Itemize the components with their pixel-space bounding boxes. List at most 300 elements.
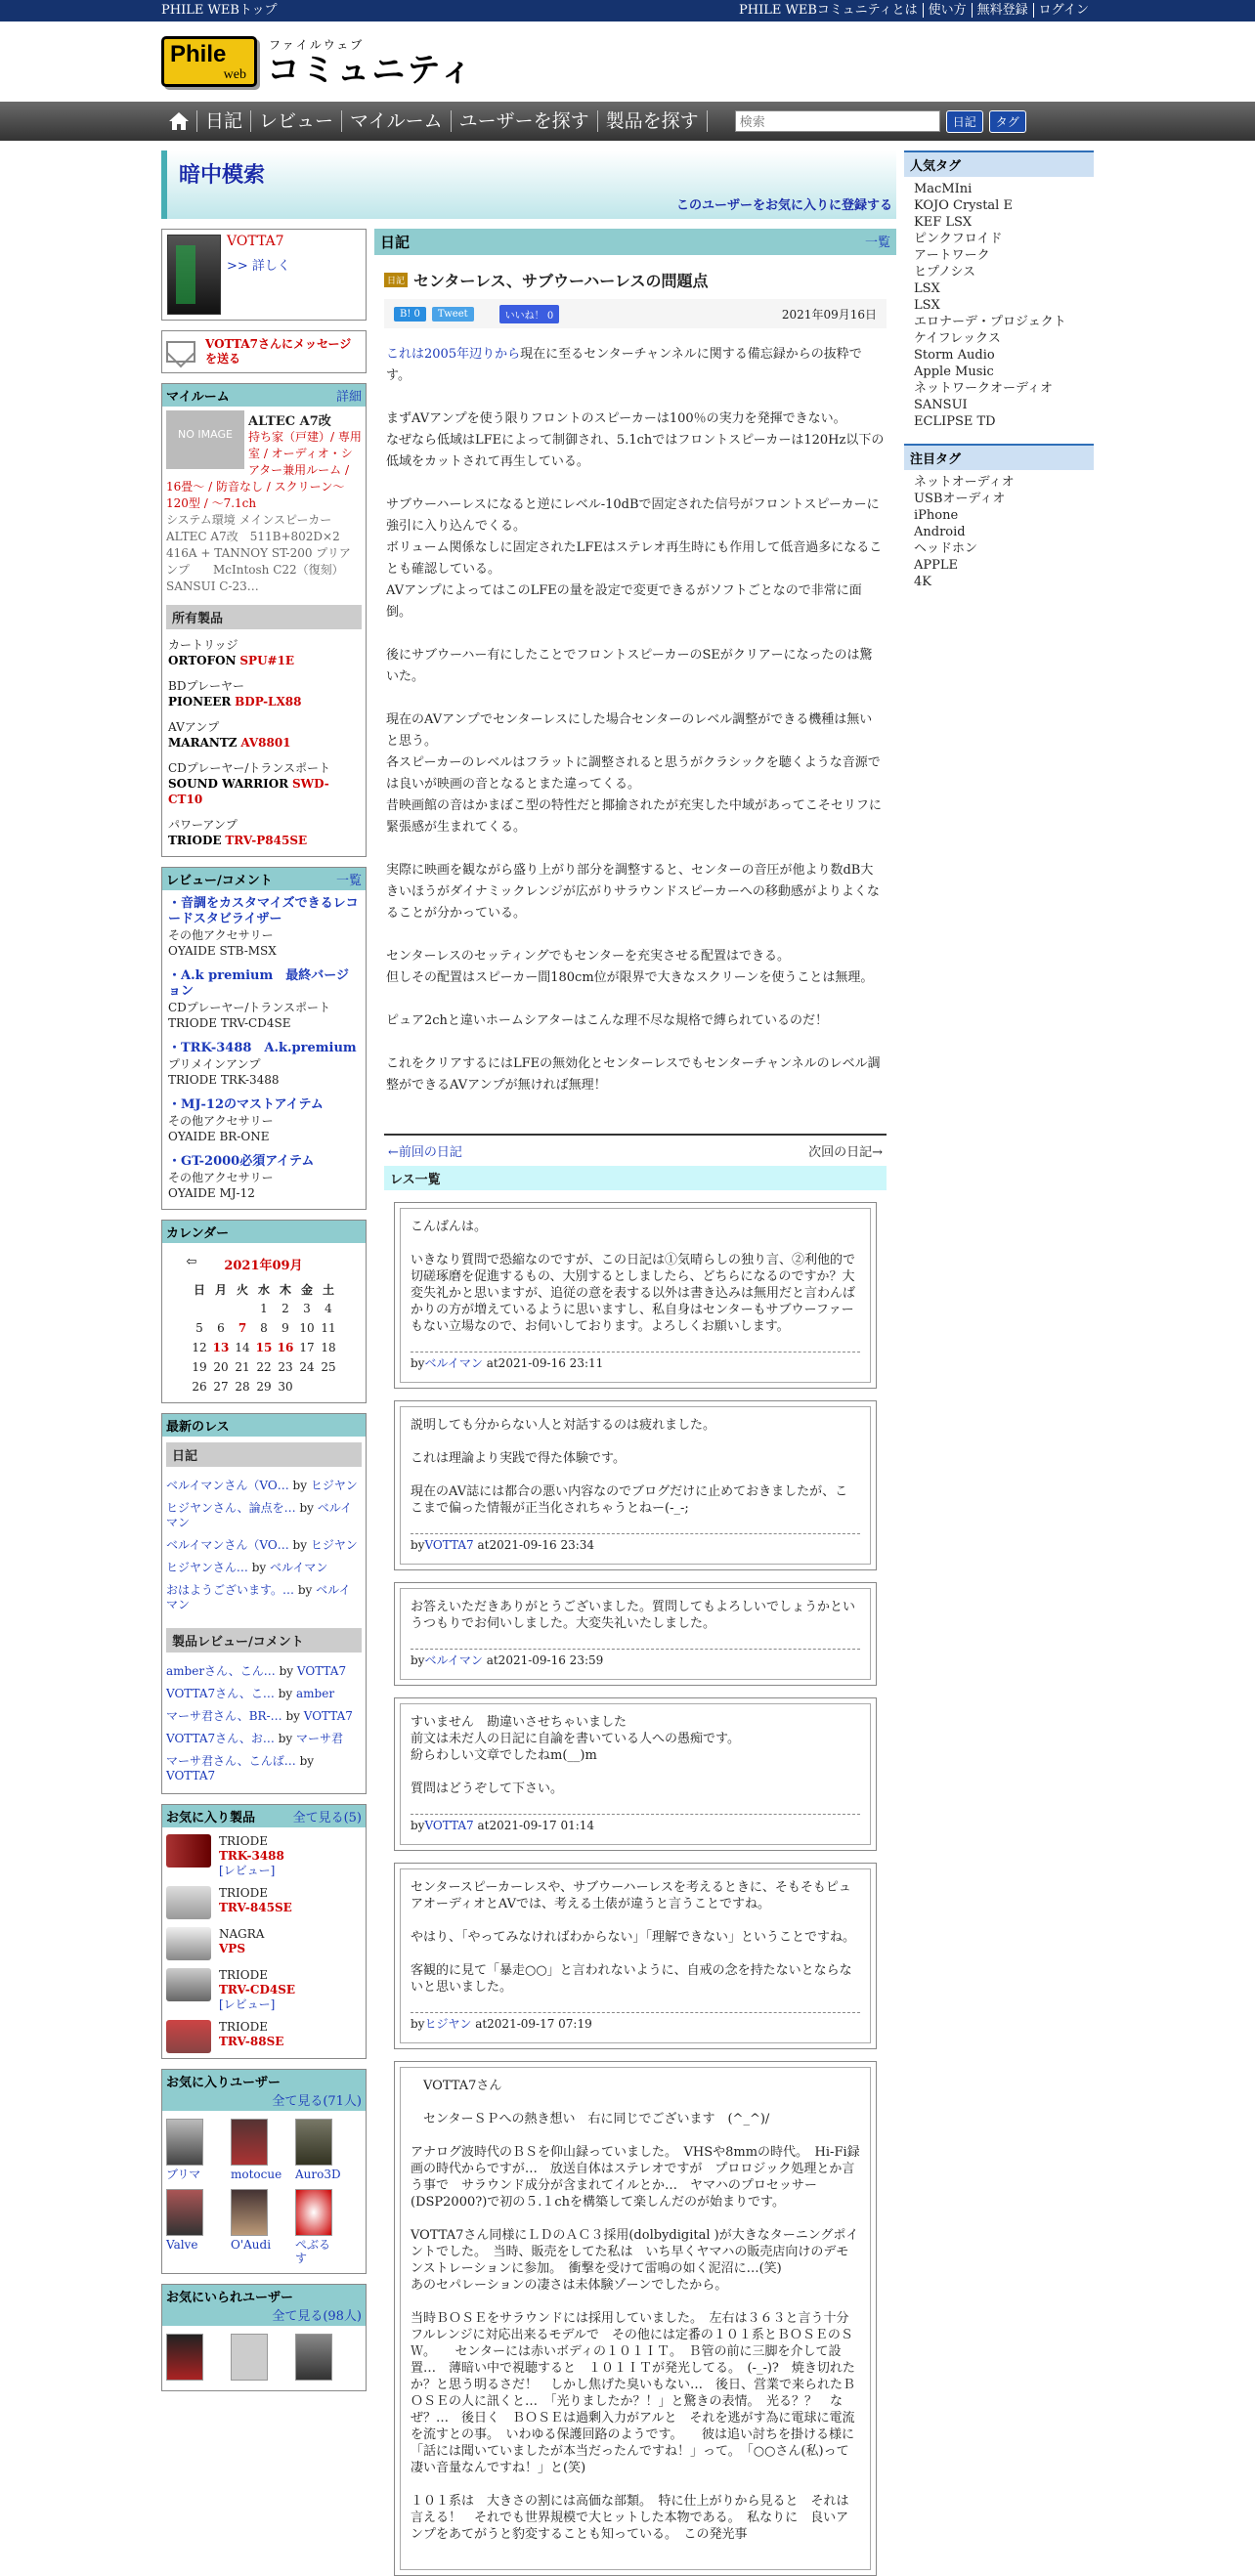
product-model[interactable]: STB-MSX <box>219 944 277 958</box>
popular-tags-heading: 人気タグ <box>904 150 1094 177</box>
calendar-day: 20 <box>213 1360 229 1374</box>
calendar-day: 26 <box>192 1380 207 1394</box>
product-model[interactable]: AV8801 <box>240 736 291 750</box>
user-avatar[interactable] <box>295 2334 332 2381</box>
product-model[interactable]: SWD-CT10 <box>168 777 329 806</box>
calendar-day: 17 <box>299 1341 315 1354</box>
owned-product[interactable] <box>162 815 366 850</box>
product-review-link[interactable]: [レビュー] <box>219 1997 276 2011</box>
logo[interactable] <box>161 21 1094 102</box>
next-diary-link[interactable]: 次回の日記→ <box>808 1145 883 1160</box>
calendar-day: 19 <box>192 1360 207 1374</box>
fav-users-heading: お気に入りユーザー <box>166 2076 281 2090</box>
product-model[interactable]: TRK-3488 <box>220 1073 280 1087</box>
comment-paragraph: 現在のAV誌には都合の悪い内容なのでブログだけに止めておきましたが、ここまで偏った情報が正当化されちゃうとねー(-_-; <box>411 1484 848 1516</box>
comment-inner <box>400 1406 871 1565</box>
comment-paragraph: すいません 勘違いさせちゃいました 前文は未だ人の日記に自論を書いている人への愚痴です。 紛らわしい文章でしたねm(__)m <box>411 1715 740 1763</box>
latest-res-by: by <box>279 1664 294 1678</box>
product-maker[interactable]: OYAIDE <box>168 1186 216 1200</box>
fav-product-text <box>219 2020 283 2049</box>
latest-res-user[interactable]: ベルイマン <box>270 1561 328 1574</box>
tag-link[interactable]: LSX <box>914 298 940 313</box>
myroom-title: ALTEC A7改 <box>248 414 331 429</box>
comment <box>394 1697 877 1851</box>
comment-by: by <box>411 1538 425 1552</box>
product-model[interactable]: BR-ONE <box>219 1130 270 1143</box>
latest-res-item[interactable] <box>166 1561 362 1575</box>
product-thumbnail[interactable] <box>166 1968 211 2001</box>
fav-product-item[interactable] <box>162 1924 366 1963</box>
diary-list-link[interactable]: 一覧 <box>864 236 890 250</box>
phile-web-logo: Phile web <box>161 36 257 87</box>
fav-user[interactable] <box>166 2119 209 2181</box>
calendar-day: 27 <box>213 1380 229 1394</box>
calendar-day: 24 <box>299 1360 315 1374</box>
latest-res-link[interactable]: ベルイマンさん（VO… <box>166 1479 289 1492</box>
product-model[interactable]: VPS <box>219 1942 245 1955</box>
product-model[interactable]: TRV-845SE <box>219 1901 292 1914</box>
review-item <box>162 966 366 1033</box>
fav-user[interactable] <box>231 2189 274 2265</box>
latest-res-user[interactable]: VOTTA7 <box>303 1709 353 1723</box>
product-model[interactable]: TRK-3488 <box>219 1849 284 1863</box>
like-button[interactable]: いいね！ 0 <box>499 305 560 323</box>
diary-date: 2021年09月16日 <box>781 307 877 322</box>
comment <box>394 1863 877 2049</box>
calendar-day: 12 <box>192 1341 207 1354</box>
calendar-day: 21 <box>235 1360 250 1374</box>
comment-inner <box>400 1868 871 2043</box>
latest-res-item[interactable] <box>166 1501 362 1530</box>
latest-res-by: by <box>297 1583 313 1597</box>
product-category: AVアンプ <box>168 720 220 734</box>
latest-res-link[interactable]: おはようございます。… <box>166 1583 295 1597</box>
product-maker[interactable]: TRIODE <box>168 1016 217 1030</box>
calendar-day: 28 <box>235 1380 250 1394</box>
page-header <box>161 150 896 219</box>
diary-badge: 日記 <box>384 273 408 287</box>
comment-by: by <box>411 1819 425 1832</box>
favored-by-all-link[interactable]: 全て見る(98人) <box>272 2309 362 2324</box>
diary-heading: 日記 <box>380 234 411 251</box>
fav-product-item[interactable] <box>162 1965 366 2015</box>
calendar-heading: カレンダー <box>166 1226 230 1241</box>
latest-res-item[interactable] <box>166 1479 362 1493</box>
favored-by-box <box>161 2284 367 2391</box>
philweb-top-link[interactable]: PHILE WEBトップ <box>161 3 278 18</box>
diary-paragraph: 実際に映画を観ながら盛り上がり部分を調整すると、センターの音圧が他より数dB大きいほうがダイナミックレンジが広がりサラウンドスピーカーへの移動感がよりよくなることが分かっている。 <box>386 863 880 921</box>
latest-res-user[interactable]: ベルイマン <box>166 1501 353 1529</box>
comment-author[interactable]: VOTTA7 <box>424 1538 474 1552</box>
comment-inner <box>400 1588 871 1680</box>
review-title[interactable]: ・MJ-12のマストアイテム <box>168 1097 324 1112</box>
owned-product[interactable] <box>162 635 366 670</box>
comment-time: at2021-09-16 23:34 <box>477 1538 595 1552</box>
comment <box>394 1400 877 1570</box>
review-category: その他アクセサリー <box>168 1114 274 1128</box>
logo-small-text: ファイルウェブ <box>269 37 365 52</box>
tag-link[interactable]: ネットワークオーディオ <box>914 381 1053 396</box>
user-avatar[interactable] <box>295 2189 332 2236</box>
latest-res-by: by <box>251 1561 267 1574</box>
review-item <box>162 1039 366 1090</box>
calendar-day: 25 <box>321 1360 336 1374</box>
latest-res-item[interactable] <box>166 1709 362 1724</box>
user-name[interactable]: motocue <box>231 2168 282 2181</box>
calendar-day[interactable]: 15 <box>255 1341 273 1354</box>
search-diary-button[interactable]: 日記 <box>946 110 983 133</box>
calendar-day[interactable]: 13 <box>212 1341 230 1354</box>
diary-inline-link[interactable]: これは2005年辺りから <box>386 347 521 362</box>
calendar-day <box>232 1299 253 1318</box>
comment-byline <box>411 1533 860 1554</box>
calendar-day <box>318 1377 339 1396</box>
favored-by-heading: お気にいられユーザー <box>166 2291 294 2305</box>
tag-link[interactable]: ヘッドホン <box>914 541 978 556</box>
calendar-day[interactable]: 7 <box>238 1321 247 1335</box>
latest-res-by: by <box>278 1732 293 1745</box>
tag-link[interactable]: ネットオーディオ <box>914 475 1015 490</box>
latest-res-item[interactable] <box>166 1687 362 1701</box>
comment-byline <box>411 2012 860 2033</box>
latest-res-link[interactable]: ベルイマンさん（VO… <box>166 1538 289 1552</box>
user-avatar[interactable] <box>166 2119 203 2166</box>
tag-link[interactable]: iPhone <box>914 508 959 523</box>
nav-review[interactable]: レビュー <box>250 110 341 132</box>
envelope-icon <box>166 341 195 363</box>
tag-link[interactable]: Apple Music <box>914 365 994 379</box>
latest-diary-heading: 日記 <box>166 1442 362 1467</box>
product-maker[interactable]: SOUND WARRIOR <box>168 777 289 791</box>
tag-link[interactable]: ECLIPSE TD <box>914 414 996 429</box>
owned-product[interactable] <box>162 717 366 752</box>
calendar-day[interactable]: 16 <box>277 1341 294 1354</box>
latest-res-link[interactable]: マーサ君さん、BR-… <box>166 1709 282 1723</box>
calendar-day: 29 <box>256 1380 272 1394</box>
owned-product[interactable] <box>162 676 366 711</box>
user-avatar[interactable] <box>166 2334 203 2381</box>
latest-res-link[interactable]: ヒジヤンさん、論点を… <box>166 1501 296 1515</box>
latest-res-user[interactable]: VOTTA7 <box>166 1769 216 1782</box>
latest-review-heading: 製品レビュー/コメント <box>166 1628 362 1653</box>
top-bar <box>0 0 1255 21</box>
product-thumbnail[interactable] <box>166 2020 211 2053</box>
comment-paragraph: VOTTA7さん <box>411 2079 502 2093</box>
comment-paragraph: これは理論より実践で得た体験です。 <box>411 1451 626 1466</box>
res-list-heading: レス一覧 <box>384 1166 887 1190</box>
tag-link[interactable]: APPLE <box>914 558 959 573</box>
fav-product-text <box>219 1927 264 1956</box>
latest-res-heading: 最新のレス <box>166 1420 230 1435</box>
comment-byline <box>411 1814 860 1834</box>
tag-link[interactable]: USBオーディオ <box>914 492 1006 506</box>
review-title[interactable]: ・音調をカスタマイズできるレコードスタビライザー <box>168 896 359 926</box>
tag-link[interactable]: ヒプノシス <box>914 265 976 279</box>
profile-detail-link[interactable]: >> 詳しく <box>227 259 290 274</box>
comment-paragraph: VOTTA7さん同様にＬＤのＡＣ３採用(dolbydigital )が大きなターニングポイントでした。 当時、販売をしてた私は いち早くヤマハの販売店向けのデモンストレーションに参加。 衝撃を受けて雷鳴の如く泥沼に…(笑) あのセパレーションの凄さは未体験ゾーンでしたから。 <box>411 2228 859 2293</box>
hatena-bookmark-button[interactable]: B! 0 <box>394 307 426 322</box>
reviews-list-link[interactable]: 一覧 <box>335 874 362 888</box>
fav-product-item[interactable] <box>162 1883 366 1922</box>
calendar-day: 8 <box>260 1321 268 1335</box>
diary-paragraph: まずAVアンプを使う限りフロントのスピーカーは100％の実力を発揮できない。 なぜなら低域はLFEによって制御され、5.1chではフロントスピーカーは120Hz以下の低域をカットされて再生している。 <box>386 411 885 469</box>
latest-res-by: by <box>299 1754 315 1768</box>
latest-res-by: by <box>278 1687 293 1700</box>
fav-users-all-link[interactable]: 全て見る(71人) <box>272 2094 362 2109</box>
tag-link[interactable]: KOJO Crystal E <box>914 198 1013 213</box>
diary-paragraph: センターレスのセッティングでもセンターを充実させる配置はできる。 但しその配置はスピーカー間180cm位が限界で大きなスクリーンを使うことは無理。 <box>386 949 874 985</box>
tag-link[interactable]: SANSUI <box>914 398 968 412</box>
myroom-detail-link[interactable]: 詳細 <box>335 390 362 405</box>
product-thumbnail[interactable] <box>166 1927 211 1960</box>
send-message-box[interactable] <box>161 330 367 373</box>
product-line <box>168 833 360 848</box>
comment-author[interactable]: VOTTA7 <box>424 1819 474 1832</box>
review-category: その他アクセサリー <box>168 928 274 942</box>
product-model[interactable]: TRV-CD4SE <box>220 1016 291 1030</box>
login-link[interactable]: ログイン <box>1033 3 1094 18</box>
fav-product-item[interactable] <box>162 1831 366 1881</box>
user-avatar[interactable] <box>231 2334 268 2381</box>
latest-res-item[interactable] <box>166 1732 362 1746</box>
review-product <box>168 1072 360 1088</box>
calendar-day: 9 <box>281 1321 289 1335</box>
product-model[interactable]: TRV-P845SE <box>225 834 308 847</box>
tag-link[interactable]: アートワーク <box>914 248 990 263</box>
latest-res-item[interactable] <box>166 1583 362 1612</box>
fav-products-heading: お気に入り製品 <box>166 1811 256 1825</box>
review-category: CDプレーヤー/トランスポート <box>168 1001 331 1014</box>
calendar-day: 4 <box>325 1302 332 1315</box>
avatar[interactable] <box>167 235 221 315</box>
product-line <box>168 776 360 807</box>
nav-myroom[interactable]: マイルーム <box>341 110 451 132</box>
tag-link[interactable]: エロナーデ・プロジェクト <box>914 315 1066 329</box>
latest-res-link[interactable]: マーサ君さん、こんば… <box>166 1754 296 1768</box>
search-input[interactable] <box>735 110 940 132</box>
diary-column <box>374 229 896 2576</box>
review-product <box>168 1015 360 1031</box>
comment-byline <box>411 1649 860 1669</box>
calendar-day <box>189 1299 210 1318</box>
latest-res-by: by <box>285 1709 300 1723</box>
fav-products-all-link[interactable]: 全て見る(5) <box>292 1811 362 1825</box>
review-category: その他アクセサリー <box>168 1171 274 1184</box>
profile-box <box>161 229 367 321</box>
search-tag-button[interactable]: タグ <box>989 110 1026 133</box>
comment-paragraph: １０１系は 大きさの割には高価な部類。 特に仕上がりから見ると それは言える！ それでも世界規模で大ヒットした本物である。 私なりに 良いアンプをあてがうと豹変することも知っている。 この発光事 <box>411 2494 849 2542</box>
product-model[interactable]: SPU#1E <box>239 654 295 667</box>
calendar-weekday: 水 <box>257 1282 270 1297</box>
product-maker[interactable]: ORTOFON <box>168 654 237 667</box>
product-review-link[interactable]: [レビュー] <box>219 1864 276 1877</box>
tag-link[interactable]: MacMIni <box>914 182 973 196</box>
latest-res-item[interactable] <box>166 1754 362 1783</box>
latest-res-user[interactable]: VOTTA7 <box>296 1664 347 1678</box>
nav-find-users[interactable]: ユーザーを探す <box>451 110 597 132</box>
calendar-day: 3 <box>303 1302 311 1315</box>
review-title[interactable]: ・GT-2000必須アイテム <box>168 1154 315 1169</box>
calendar-table <box>189 1279 339 1396</box>
calendar-day: 14 <box>235 1341 250 1354</box>
latest-res-user[interactable]: ヒジヤン <box>310 1538 358 1552</box>
review-title[interactable]: ・TRK-3488 A.k.premium <box>168 1041 357 1055</box>
fav-products-box <box>161 1804 367 2059</box>
comment-author[interactable]: ベルイマン <box>424 1653 483 1667</box>
tag-link[interactable]: ピンクフロイド <box>914 232 1003 246</box>
calendar-day <box>296 1377 318 1396</box>
product-category: CDプレーヤー/トランスポート <box>168 761 331 775</box>
nav-find-products[interactable]: 製品を探す <box>597 110 708 132</box>
product-maker[interactable]: TRIODE <box>168 1073 217 1087</box>
product-maker[interactable]: OYAIDE <box>168 944 216 958</box>
product-maker[interactable]: TRIODE <box>168 834 222 847</box>
user-name[interactable]: Valve <box>166 2238 198 2252</box>
calendar-month: 2021年09月 <box>224 1259 303 1273</box>
fav-product-text <box>219 1968 295 2012</box>
latest-res-link[interactable]: VOTTA7さん、お… <box>166 1732 275 1745</box>
user-name[interactable]: O'Audi <box>231 2238 272 2252</box>
latest-res-item[interactable] <box>166 1538 362 1553</box>
register-link[interactable]: 無料登録 <box>972 3 1033 18</box>
latest-res-box <box>161 1413 367 1794</box>
product-model[interactable]: TRV-CD4SE <box>219 1983 296 1996</box>
about-link[interactable]: PHILE WEBコミュニティとは <box>739 3 918 18</box>
comment <box>394 2061 877 2576</box>
comment-paragraph: 当時ＢＯＳＥをサラウンドには採用していました。 左右は３６３と言う十分フルレンジに対応出来るモデルで その他には定番の１０１系とＢＯＳＥのＳＷ。 センターには赤いボディの１０１ＩＴ。 Ｂ管の前に三脚を介して設置… 薄暗い中で視聴すると １０１ＩＴが発光してる。 (-_-)? 焼き切れたか？と思う明るさだ！ しかし焦げた臭いもない… 後日、営業で来られたＢＯＳＥの人に訊くと… 「光りましたか？！」と驚きの表情。 光る？？ なぜ？… 後日く ＢＯＳＥは過剰入力がアルと それを逃がす為に電球に電流を流すとの事。 いわゆる保護回路のようです。 彼は追い討ちを掛ける様に「話には聞いていましたが本当だったんですね！」って。 「○○さん(私)って凄い音量なんですね！」と(笑) <box>411 2311 856 2475</box>
product-thumbnail[interactable] <box>166 1886 211 1919</box>
product-category: カートリッジ <box>168 638 238 652</box>
review-item <box>162 1152 366 1203</box>
diary-title: センターレス、サブウーハーレスの問題点 <box>413 272 709 290</box>
latest-res-user[interactable]: ベルイマン <box>166 1583 351 1611</box>
fav-product-text <box>219 1834 284 1878</box>
latest-res-user[interactable]: amber <box>296 1687 335 1700</box>
add-favorite-user-link[interactable]: このユーザーをお気に入りに登録する <box>675 198 892 213</box>
tag-link[interactable]: Storm Audio <box>914 348 995 363</box>
comment-time: at2021-09-17 01:14 <box>477 1819 595 1832</box>
tag-link[interactable]: KEF LSX <box>914 215 973 230</box>
logo-community-text: コミュニティ <box>267 50 475 90</box>
comment-paragraph: アナログ波時代のＢＳを仰山録っていました。 VHSや8mmの時代。 Hi-Fi録画の時代からですが… 放送自体はステレオですが プロロジック処理とか言う事で サラウンド成分が含まれてイルとか… ヤマハのプロセッサー(DSP2000?)で初の５.１chを構築して楽しんだのが始まりです。 <box>411 2145 860 2210</box>
product-maker[interactable]: MARANTZ <box>168 736 238 750</box>
howto-link[interactable]: 使い方 <box>923 3 972 18</box>
comment <box>394 1202 877 1389</box>
latest-res-link[interactable]: ヒジヤンさん… <box>166 1561 248 1574</box>
product-model[interactable]: TRV-88SE <box>219 2035 284 2048</box>
latest-res-by: by <box>292 1538 307 1552</box>
review-title[interactable]: ・A.k premium 最終バージョン <box>168 968 349 999</box>
product-line <box>168 653 360 668</box>
diary-paragraph: これをクリアするにはLFEの無効化とセンターレスでもセンターチャンネルのレベル調整ができるAVアンプが無ければ無理！ <box>386 1056 881 1093</box>
comment <box>394 1582 877 1686</box>
comment-by: by <box>411 1356 425 1370</box>
prev-diary-link[interactable]: ←前回の日記 <box>388 1145 462 1160</box>
comment-time: at2021-09-16 23:11 <box>486 1356 604 1370</box>
owned-products-heading: 所有製品 <box>166 605 362 629</box>
latest-res-item[interactable] <box>166 1664 362 1679</box>
diary-body: これは2005年辺りから現在に至るセンターチャンネルに関する備忘録からの抜粋です。 まずAVアンプを使う限りフロントのスピーカーは100％の実力を発揮できない。 なぜなら低域はLFEによって制御され、5.1chではフロントスピーカーは120Hz以下の低域をカットされて再生している。 サブウーハーレスになると逆にレベル-10dBで固定された信号がフロントスピーカーに強引に入り込んでくる。 ボリューム関係なしに固定されたLFEはステレオ再生時にも作用して低音過多になることも確認している。 AVアンプによってはこのLFEの量を設定で変更できるがソフトごとなので非常に面倒。 後にサブウーハー有にしたことでフロントスピーカーのSEがクリアーになったのは驚いた。 現在のAVアンプでセンターレスにした場合センターのレベル調整ができる機種は無いと思う。 各スピーカーのレベルはフラットに調整されると思うがクラシックを聴くような音源では良いが映画の音となるとまた違ってくる。 昔映画館の音はかまぼこ型の特性だと揶揄されたが充実した中域があってこそセリフに緊張感が生まれてくる。 実際に映画を観ながら盛り上がり部分を調整すると、センターの音圧が他より数dB大きいほうがダイナミックレンジが広がりサラウンドスピーカーへの移動感がよりよくなることが分かっている。 センターレスのセッティングでもセンターを充実させる配置はできる。 但しその配置はスピーカー間180cm位が限界で大きなスクリーンを使うことは無理。 ピュア2chと違いホームシアターはこんな理不尽な規格で縛られているのだ！ これをクリアするにはLFEの無効化とセンターレスでもセンターチャンネルのレベル調整ができるAVアンプが無ければ無理！ <box>374 328 896 1134</box>
comment-author[interactable]: ヒジヤン <box>424 2017 472 2031</box>
user-name[interactable]: ぺぶるす <box>295 2238 331 2265</box>
latest-res-link[interactable]: amberさん、こん… <box>166 1664 276 1678</box>
fav-user[interactable] <box>166 2189 209 2265</box>
tag-link[interactable]: ケイフレックス <box>914 331 1001 346</box>
fav-product-item[interactable] <box>162 2017 366 2056</box>
user-name[interactable]: ブリマ <box>166 2168 201 2181</box>
latest-res-user[interactable]: ヒジヤン <box>310 1479 358 1492</box>
product-maker: TRIODE <box>219 1968 268 1982</box>
calendar-day: 18 <box>321 1341 336 1354</box>
comment-time: at2021-09-17 07:19 <box>475 2017 592 2031</box>
user-name[interactable]: Auro3D <box>295 2168 341 2181</box>
comment-author[interactable]: ベルイマン <box>424 1356 483 1370</box>
main-nav <box>0 102 1255 141</box>
calendar-day <box>210 1299 232 1318</box>
reviews-box <box>161 867 367 1210</box>
product-model[interactable]: BDP-LX88 <box>235 695 302 708</box>
review-product <box>168 1129 360 1144</box>
product-maker: NAGRA <box>219 1927 265 1941</box>
latest-res-link[interactable]: VOTTA7さん、こ… <box>166 1687 275 1700</box>
comment-paragraph: 質問はどうぞして下さい。 <box>411 1782 564 1796</box>
review-product <box>168 1185 360 1201</box>
comment-paragraph: やはり、「やってみなければわからない」「理解できない」ということですね。 <box>411 1930 856 1945</box>
fav-user[interactable] <box>295 2119 341 2181</box>
tweet-button[interactable]: Tweet <box>432 307 474 322</box>
comment-by: by <box>411 2017 425 2031</box>
calendar-weekday: 日 <box>193 1282 205 1297</box>
tag-link[interactable]: 4K <box>914 575 931 589</box>
user-avatar[interactable] <box>166 2189 203 2236</box>
calendar-day: 23 <box>278 1360 293 1374</box>
calendar-day: 5 <box>195 1321 203 1335</box>
fav-user[interactable] <box>231 2119 282 2181</box>
profile-name[interactable]: VOTTA7 <box>227 234 284 249</box>
hot-tags <box>904 444 1094 594</box>
diary-paragraph: サブウーハーレスになると逆にレベル-10dBで固定された信号がフロントスピーカーに強引に入り込んでくる。 ボリューム関係なしに固定されたLFEはステレオ再生時にも作用して低音過多になることも確認している。 AVアンプによってはこのLFEの量を設定で変更できるがソフトごとなので非常に面倒。 <box>386 497 883 620</box>
owned-product[interactable] <box>162 758 366 809</box>
fav-user[interactable] <box>295 2189 338 2265</box>
calendar-day: 22 <box>256 1360 272 1374</box>
product-maker[interactable]: OYAIDE <box>168 1130 216 1143</box>
product-line <box>168 735 360 751</box>
popular-tags <box>904 150 1094 434</box>
review-item <box>162 1095 366 1146</box>
user-avatar[interactable] <box>231 2119 268 2166</box>
latest-res-user[interactable]: マーサ君 <box>296 1732 344 1745</box>
product-category: BDプレーヤー <box>168 679 244 693</box>
product-maker[interactable]: PIONEER <box>168 695 232 708</box>
send-message-link[interactable]: VOTTA7さんにメッセージを送る <box>205 337 352 365</box>
page-title: 暗中模索 <box>179 162 266 188</box>
fav-users-box <box>161 2069 367 2274</box>
product-model[interactable]: MJ-12 <box>219 1186 255 1200</box>
user-avatar[interactable] <box>295 2119 332 2166</box>
product-thumbnail[interactable] <box>166 1834 211 1868</box>
nav-diary[interactable]: 日記 <box>196 110 250 132</box>
home-icon[interactable] <box>167 109 191 133</box>
tag-link[interactable]: Android <box>914 525 966 539</box>
latest-res-by: by <box>299 1501 314 1515</box>
calendar-prev-arrow-icon[interactable]: ⇦ <box>186 1255 197 1269</box>
user-avatar[interactable] <box>231 2189 268 2236</box>
comment-inner <box>400 1208 871 1383</box>
tag-link[interactable]: LSX <box>914 281 940 296</box>
diary-paragraph: 後にサブウーハー有にしたことでフロントスピーカーのSEがクリアーになったのは驚いた。 <box>386 648 873 684</box>
calendar-weekday: 月 <box>214 1282 227 1297</box>
calendar-day: 11 <box>321 1321 336 1335</box>
